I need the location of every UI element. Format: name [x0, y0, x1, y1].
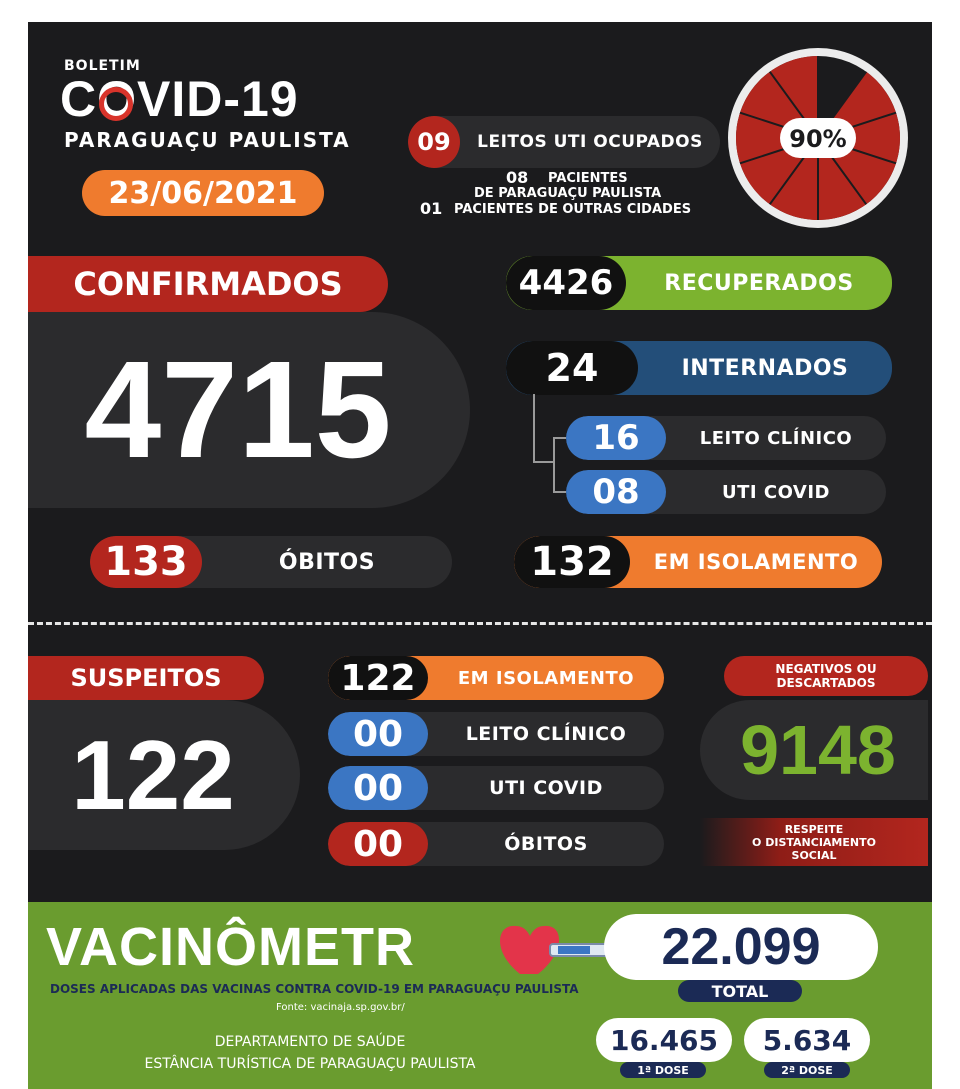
- suspeitos-uti-covid-bar: [328, 766, 664, 810]
- negativos-label-2: DESCARTADOS: [776, 676, 876, 690]
- respeite-line-3: SOCIAL: [791, 848, 837, 862]
- vacinometro-title: VACINÔMETR: [46, 917, 415, 977]
- dose2-value: 5.634: [762, 1023, 852, 1057]
- obitos-value: 133: [90, 536, 202, 588]
- confirmados-value: 4715: [84, 333, 392, 487]
- internados-leito-clinico-bar: [566, 416, 886, 460]
- negativos-label: [724, 656, 928, 696]
- boletim-label: BOLETIM: [64, 58, 141, 74]
- internados-leito-clinico-label: LEITO CLÍNICO: [699, 427, 853, 449]
- virus-icon: [99, 87, 133, 121]
- obitos-label: ÓBITOS: [278, 549, 376, 575]
- bulletin-date: 23/06/2021: [82, 170, 324, 216]
- isolamento-bar: [514, 536, 882, 588]
- obitos-bar: [90, 536, 452, 588]
- page-title: COVID-19: [60, 71, 299, 127]
- suspeitos-obitos-bar: [328, 822, 664, 866]
- department-name: DEPARTAMENTO DE SAÚDE: [214, 1034, 406, 1050]
- negativos-label-1: NEGATIVOS OU: [775, 662, 877, 676]
- suspeitos-uti-covid-value: 00: [328, 766, 428, 810]
- suspeitos-obitos-label: ÓBITOS: [504, 833, 588, 855]
- dose2-label: 2ª DOSE: [764, 1062, 850, 1078]
- recuperados-value: 4426: [506, 256, 626, 310]
- internados-uti-covid-value: 08: [566, 470, 666, 514]
- isolamento-value: 132: [514, 536, 630, 588]
- total-doses-label: TOTAL: [678, 980, 802, 1002]
- suspeitos-leito-clinico-bar: [328, 712, 664, 756]
- vacinometro-subtitle: DOSES APLICADAS DAS VACINAS CONTRA COVID-19 EM PARAGUAÇU PAULISTA: [50, 982, 579, 996]
- respeite-banner: [700, 818, 928, 866]
- internados-label: INTERNADOS: [681, 355, 849, 381]
- suspeitos-leito-clinico-label: LEITO CLÍNICO: [465, 723, 627, 745]
- uti-occupied-count: 09: [408, 116, 460, 168]
- uti-local-count: 08: [506, 168, 529, 187]
- negativos-value: 9148: [740, 711, 896, 789]
- dose2-pill: [744, 1018, 870, 1062]
- uti-occupancy-gauge: [724, 44, 912, 232]
- suspeitos-isolamento-bar: [328, 656, 664, 700]
- uti-local-label-1: PACIENTES: [548, 171, 628, 186]
- internados-value: 24: [506, 341, 638, 395]
- suspeitos-value: 122: [71, 720, 235, 830]
- isolamento-label: EM ISOLAMENTO: [653, 550, 859, 574]
- confirmados-label: CONFIRMADOS: [28, 256, 388, 312]
- uti-other-count: 01: [420, 199, 443, 218]
- total-doses-value: 22.099: [661, 918, 821, 976]
- section-divider: [28, 622, 932, 625]
- respeite-line-1: RESPEITE: [784, 822, 844, 836]
- uti-percent-label: 90%: [789, 125, 847, 153]
- syringe-liquid: [558, 946, 590, 954]
- city-name: PARAGUAÇU PAULISTA: [64, 128, 351, 152]
- uti-occupied-label: LEITOS UTI OCUPADOS: [477, 132, 703, 152]
- recuperados-label: RECUPERADOS: [664, 270, 854, 296]
- suspeitos-uti-covid-label: UTI COVID: [489, 777, 603, 799]
- uti-other-label: PACIENTES DE OUTRAS CIDADES: [454, 202, 692, 217]
- internados-uti-covid-label: UTI COVID: [722, 481, 830, 503]
- internados-bar: [506, 341, 892, 395]
- dose1-value: 16.465: [609, 1023, 719, 1057]
- recuperados-bar: [506, 256, 892, 310]
- uti-local-label-2: DE PARAGUAÇU PAULISTA: [474, 186, 662, 201]
- respeite-line-2: O DISTANCIAMENTO: [752, 835, 876, 849]
- vacinometro-source: Fonte: vacinaja.sp.gov.br/: [276, 1002, 405, 1013]
- dose1-label: 1ª DOSE: [620, 1062, 706, 1078]
- dose1-pill: [596, 1018, 732, 1062]
- internados-leito-clinico-value: 16: [566, 416, 666, 460]
- uti-occupied-bar: [408, 116, 720, 168]
- suspeitos-label: SUSPEITOS: [28, 656, 264, 700]
- suspeitos-isolamento-label: EM ISOLAMENTO: [457, 667, 635, 689]
- department-city: ESTÂNCIA TURÍSTICA DE PARAGUAÇU PAULISTA: [144, 1056, 476, 1072]
- suspeitos-leito-clinico-value: 00: [328, 712, 428, 756]
- total-doses-pill: [604, 914, 878, 980]
- internados-uti-covid-bar: [566, 470, 886, 514]
- suspeitos-isolamento-value: 122: [328, 656, 428, 700]
- suspeitos-obitos-value: 00: [328, 822, 428, 866]
